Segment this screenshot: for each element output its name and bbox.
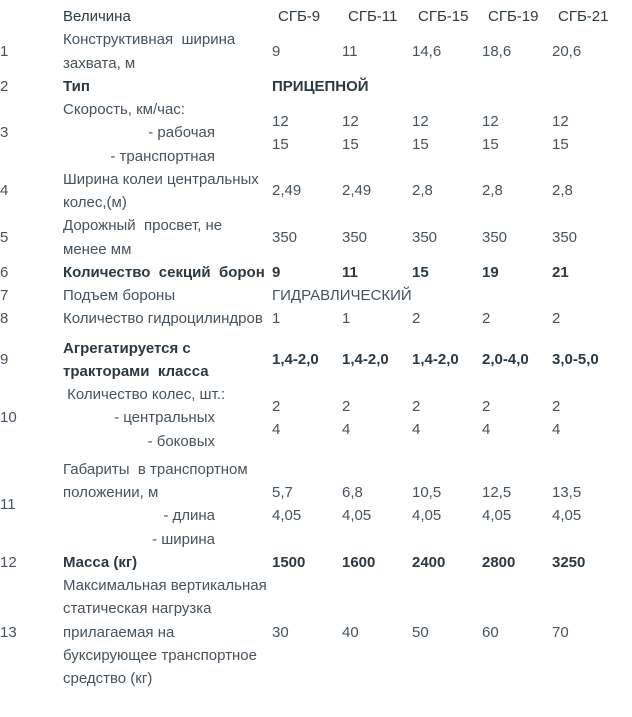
value-cell [552, 383, 632, 453]
value: 2 [552, 397, 561, 415]
value-cell [482, 331, 552, 384]
row-number: 3 [0, 124, 9, 142]
value: 6,8 [342, 484, 363, 501]
row-number-cell [0, 574, 63, 690]
value: 2400 [412, 553, 446, 571]
value-cell [412, 28, 482, 75]
row-number: 8 [0, 310, 9, 328]
value-cell [272, 261, 342, 284]
value-cell [272, 168, 342, 215]
value: 3,0-5,0 [552, 351, 599, 369]
value-cell [342, 331, 412, 384]
value: 4,05 [412, 507, 442, 525]
parameter-label-cell [63, 331, 272, 384]
value: 2,8 [412, 182, 433, 200]
value-cell [412, 168, 482, 215]
value-cell [342, 574, 412, 690]
value: 15 [552, 135, 569, 153]
value: 12 [482, 112, 499, 130]
parameter-label-line: захвата, м [63, 54, 136, 72]
value: 350 [552, 228, 578, 246]
value: 15 [412, 135, 429, 153]
column-header-model-label: СГБ-11 [348, 8, 398, 25]
value: 2 [342, 397, 351, 415]
value-cell [272, 453, 342, 551]
column-header-parameter-label: Величина [63, 8, 131, 25]
sub-parameter-label: - центральных [114, 409, 215, 427]
row-number: 12 [0, 553, 17, 571]
parameter-label-cell [63, 168, 272, 215]
parameter-label-line: Количество гидроцилиндров [63, 310, 263, 328]
value: 2,0-4,0 [482, 351, 529, 369]
value: 10,5 [412, 484, 442, 501]
value: 4 [552, 420, 561, 438]
value-cell [482, 98, 552, 168]
sub-parameter-label: - боковых [147, 432, 215, 450]
value: 4,05 [552, 507, 582, 525]
table-row [0, 168, 632, 215]
parameter-label-cell [63, 98, 272, 168]
row-number-cell [0, 98, 63, 168]
row-number-cell [0, 75, 63, 98]
table-row [0, 284, 632, 307]
value: 2,49 [342, 182, 372, 200]
parameter-label-cell [63, 284, 272, 307]
value: 350 [482, 228, 508, 246]
row-number: 11 [0, 495, 16, 513]
value-cell [482, 574, 552, 690]
row-number-cell [0, 453, 63, 551]
value: 60 [482, 623, 499, 641]
value: 4 [342, 420, 351, 438]
table-row [0, 261, 632, 284]
value: 13,5 [552, 484, 582, 501]
table-row [0, 214, 632, 261]
parameter-label-cell [63, 75, 272, 98]
row-number: 1 [0, 42, 9, 60]
column-header-model [412, 5, 482, 28]
parameter-label-line: Подъем бороны [63, 287, 176, 304]
value-cell [342, 551, 412, 574]
parameter-label-line: статическая нагрузка [63, 600, 212, 618]
value: 1,4-2,0 [342, 351, 389, 369]
row-number: 5 [0, 228, 9, 246]
value-cell [482, 551, 552, 574]
value-cell [412, 551, 482, 574]
value-cell [342, 307, 412, 330]
row-number: 10 [0, 409, 17, 427]
parameter-label-line: средство (кг) [63, 670, 153, 687]
parameter-label-line: колес,(м) [63, 194, 127, 211]
row-number-cell [0, 307, 63, 330]
value-cell [342, 28, 412, 75]
row-number-cell [0, 28, 63, 75]
parameter-label-line: тракторами класса [63, 362, 209, 380]
value-cell [272, 214, 342, 261]
parameter-label-line: Максимальная вертикальная [63, 577, 267, 594]
value-cell [552, 574, 632, 690]
value-cell [272, 383, 342, 453]
value-cell [412, 574, 482, 690]
parameter-label-cell [63, 214, 272, 261]
parameter-label-line: положении, м [63, 484, 159, 501]
column-header-model-label: СГБ-15 [418, 8, 469, 25]
parameter-label-cell [63, 261, 272, 284]
value-cell [552, 168, 632, 215]
value-cell [412, 261, 482, 284]
sub-parameter-label: - длина [163, 507, 215, 525]
value: 20,6 [552, 42, 582, 60]
value-cell [272, 307, 342, 330]
sub-parameter-label: - транспортная [110, 147, 215, 165]
column-header-model [482, 5, 552, 28]
value-cell [272, 551, 342, 574]
parameter-label-line: менее мм [63, 240, 132, 258]
table-row [0, 551, 632, 574]
span-value: ПРИЦЕПНОЙ [272, 77, 369, 95]
parameter-label-cell [63, 307, 272, 330]
parameter-label-cell [63, 28, 272, 75]
row-number-cell [0, 261, 63, 284]
value: 14,6 [412, 42, 442, 60]
table-row [0, 574, 632, 690]
value: 2,8 [482, 182, 503, 200]
value: 70 [552, 623, 569, 641]
value-cell [552, 331, 632, 384]
row-number-cell [0, 383, 63, 453]
parameter-label-line: Конструктивная ширина [63, 31, 236, 49]
value-cell [342, 168, 412, 215]
value: 2 [412, 310, 421, 328]
parameter-label-line: Масса (кг) [63, 553, 138, 571]
value-cell [552, 307, 632, 330]
row-number: 13 [0, 623, 17, 641]
parameter-label-line: Скорость, км/час: [63, 101, 185, 118]
table-row [0, 331, 632, 384]
value-cell [552, 98, 632, 168]
value: 18,6 [482, 42, 512, 60]
sub-parameter-label: - ширина [152, 530, 215, 548]
row-number-cell [0, 331, 63, 384]
parameter-label-cell [63, 574, 272, 690]
column-header-model-label: СГБ-19 [488, 8, 539, 25]
value: 1500 [272, 553, 306, 571]
column-header-model [272, 5, 342, 28]
value: 350 [342, 228, 368, 246]
value: 15 [412, 263, 429, 281]
value-cell [272, 331, 342, 384]
value-cell [552, 28, 632, 75]
table-row [0, 28, 632, 75]
parameter-label-line: Количество колес, шт.: [63, 386, 226, 403]
value: 15 [272, 135, 289, 153]
table-row [0, 75, 632, 98]
value: 9 [272, 263, 281, 281]
parameter-label-cell [63, 453, 272, 551]
parameter-label-line: прилагаемая на [63, 623, 175, 641]
value: 3250 [552, 553, 586, 571]
value: 1600 [342, 553, 376, 571]
parameter-label-line: буксирующее транспортное [63, 646, 257, 664]
value: 350 [272, 228, 298, 246]
value-cell [342, 214, 412, 261]
value: 2 [482, 310, 491, 328]
parameter-label-line: Агрегатируется с [63, 339, 191, 357]
value: 12,5 [482, 484, 512, 501]
row-number: 9 [0, 351, 9, 369]
value-cell [552, 214, 632, 261]
value: 19 [482, 263, 499, 281]
value: 11 [342, 42, 358, 60]
value-cell [412, 214, 482, 261]
table-row [0, 453, 632, 551]
spec-table [0, 5, 632, 690]
value-cell [552, 551, 632, 574]
value: 4,05 [272, 507, 302, 525]
value: 2 [482, 397, 491, 415]
value: 12 [412, 112, 429, 130]
span-value-cell [272, 284, 632, 307]
value: 12 [552, 112, 569, 130]
value: 4 [482, 420, 491, 438]
value: 12 [342, 112, 359, 130]
column-header-parameter [63, 5, 272, 28]
value-cell [342, 383, 412, 453]
value-cell [482, 168, 552, 215]
value: 1 [342, 310, 351, 328]
parameter-label-line: Ширина колеи центральных [63, 170, 259, 188]
value: 9 [272, 42, 281, 60]
row-number: 6 [0, 263, 9, 281]
value: 4 [272, 420, 281, 438]
value: 15 [482, 135, 499, 153]
value: 4 [412, 420, 421, 438]
value: 50 [412, 623, 429, 641]
value-cell [482, 28, 552, 75]
parameter-label-line: Тип [63, 77, 90, 95]
value: 5,7 [272, 484, 293, 501]
value: 2 [552, 310, 561, 328]
value-cell [482, 261, 552, 284]
table-row [0, 383, 632, 453]
value: 30 [272, 623, 289, 641]
header-number-spacer [0, 5, 63, 28]
row-number: 7 [0, 287, 9, 304]
value-cell [552, 261, 632, 284]
parameter-label-line: Габариты в транспортном [63, 460, 248, 478]
value: 21 [552, 263, 569, 281]
value-cell [342, 453, 412, 551]
value-cell [272, 28, 342, 75]
value: 40 [342, 623, 359, 641]
column-header-model [552, 5, 632, 28]
value: 2 [272, 397, 281, 415]
value: 12 [272, 112, 289, 130]
row-number-cell [0, 551, 63, 574]
sub-parameter-label: - рабочая [148, 124, 215, 142]
row-number: 4 [0, 182, 9, 200]
value: 1,4-2,0 [412, 351, 459, 369]
parameter-label-line: Количество секций борон [63, 263, 265, 281]
header-row [0, 5, 632, 28]
value: 2 [412, 397, 421, 415]
column-header-model [342, 5, 412, 28]
value: 350 [412, 228, 438, 246]
parameter-label-cell [63, 551, 272, 574]
value: 4,05 [482, 507, 512, 525]
value: 1 [272, 310, 281, 328]
value-cell [342, 98, 412, 168]
value-cell [272, 98, 342, 168]
value: 2,49 [272, 182, 302, 200]
column-header-model-label: СГБ-21 [558, 8, 609, 25]
value: 1,4-2,0 [272, 351, 319, 369]
value: 11 [342, 263, 358, 281]
value-cell [412, 98, 482, 168]
value: 2,8 [552, 182, 573, 200]
row-number-cell [0, 168, 63, 215]
row-number-cell [0, 214, 63, 261]
value-cell [412, 331, 482, 384]
row-number: 2 [0, 77, 9, 95]
value-cell [412, 453, 482, 551]
value: 15 [342, 135, 359, 153]
parameter-label-line: Дорожный просвет, не [63, 217, 223, 235]
value-cell [342, 261, 412, 284]
parameter-label-cell [63, 383, 272, 453]
value-cell [482, 214, 552, 261]
value-cell [482, 383, 552, 453]
value-cell [272, 574, 342, 690]
value-cell [482, 453, 552, 551]
table-row [0, 98, 632, 168]
row-number-cell [0, 284, 63, 307]
value-cell [412, 307, 482, 330]
value-cell [412, 383, 482, 453]
value-cell [552, 453, 632, 551]
span-value: ГИДРАВЛИЧЕСКИЙ [272, 287, 412, 304]
value: 4,05 [342, 507, 372, 525]
value-cell [482, 307, 552, 330]
table-row [0, 307, 632, 330]
value: 2800 [482, 553, 516, 571]
column-header-model-label: СГБ-9 [278, 8, 321, 25]
span-value-cell [272, 75, 632, 98]
